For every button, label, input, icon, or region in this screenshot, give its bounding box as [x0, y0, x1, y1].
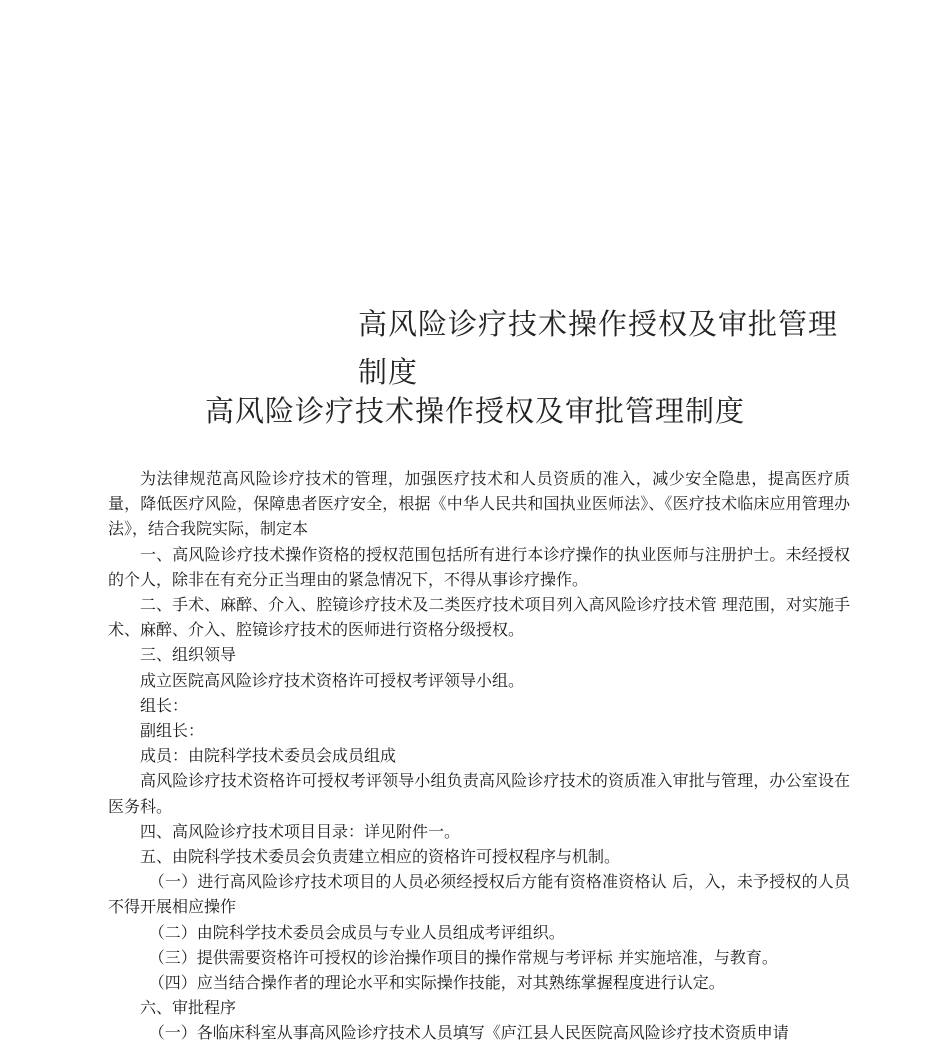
section-5-item-4: （四）应当结合操作者的理论水平和实际操作技能，对其熟练掌握程度进行认定。 [148, 973, 725, 993]
section-6-heading: 六、审批程序 [140, 998, 237, 1018]
section-2-paragraph: 二、手术、麻醉、介入、腔镜诊疗技术及二类医疗技术项目列入高风险诊疗技术管 理范围，对实施手术、麻醉、介入、腔镜诊疗技术的医师进行资格分级授权。 [108, 595, 850, 640]
section-5-item-3: （三）提供需要资格许可授权的诊治操作项目的操作常规与考评标 并实施培准，与教育。 [148, 947, 778, 967]
section-3-responsibility: 高风险诊疗技术资格许可授权考评领导小组负责高风险诊疗技术的资质准入审批与管理，办公室设在医务科。 [108, 771, 850, 816]
section-5-item-1: （一）进行高风险诊疗技术项目的人员必须经授权后方能有资格准资格认 后，入，未予授权的人员不得开展相应操作 [108, 872, 850, 917]
section-5-paragraph: 五、由院科学技术委员会负责建立相应的资格许可授权程序与机制。 [140, 847, 621, 867]
section-4-paragraph: 四、高风险诊疗技术项目目录：详见附件一。 [140, 821, 461, 841]
section-3-deputy-leader: 副组长： [140, 721, 205, 741]
intro-paragraph: 为法律规范高风险诊疗技术的管理，加强医疗技术和人员资质的准入，减少安全隐患，提高医疗质量，降低医疗风险，保障患者医疗安全，根据《中华人民共和国执业医师法》、《医疗技术临床应用管理办法》，结合我院实际，制定本 [108, 469, 850, 539]
section-3-heading: 三、组织领导 [140, 645, 237, 665]
section-1-paragraph: 一、高风险诊疗技术操作资格的授权范围包括所有进行本诊疗操作的执业医师与注册护士。未经授权的个人，除非在有充分正当理由的紧急情况下，不得从事诊疗操作。 [108, 544, 850, 589]
section-5-item-2: （二）由院科学技术委员会成员与专业人员组成考评组织。 [148, 922, 565, 942]
section-3-members: 成员：由院科学技术委员会成员组成 [140, 746, 397, 766]
document-title-top-line-2: 制度 [358, 355, 419, 389]
section-3-leadership-group: 成立医院高风险诊疗技术资格许可授权考评领导小组。 [140, 670, 525, 690]
document-body [108, 466, 850, 1046]
document-title-top [358, 300, 878, 396]
section-3-leader: 组长： [140, 695, 189, 715]
document-main-title: 高风险诊疗技术操作授权及审批管理制度 [204, 394, 745, 428]
section-6-item-1: （一）各临床科室从事高风险诊疗技术人员填写《庐江县人民医院高风险诊疗技术资质申请 [148, 1023, 789, 1043]
document-title-top-line-1: 高风险诊疗技术操作授权及审批管理 [358, 307, 839, 341]
